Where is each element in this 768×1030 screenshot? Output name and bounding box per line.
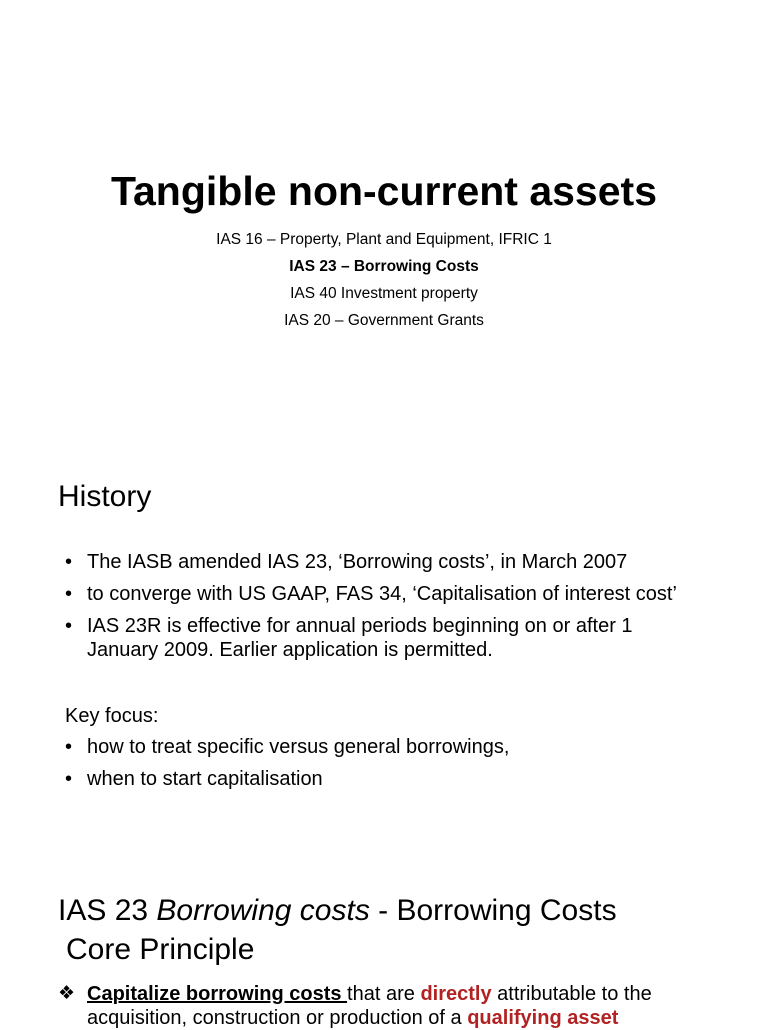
subtitle-line: IAS 40 Investment property — [290, 285, 478, 302]
subtitle-list — [0, 226, 768, 334]
heading-line2: Core Principle — [66, 933, 255, 966]
heading-suffix: - Borrowing Costs — [369, 894, 617, 927]
bullet-dot: • — [65, 583, 73, 605]
subtitle-line: IAS 16 – Property, Plant and Equipment, IFRIC 1 — [216, 231, 552, 248]
key-focus-bullets — [65, 735, 705, 799]
bullet-text: IAS 23R is effective for annual periods beginning on or after 1 January 2009. Earlier application is permitted. — [87, 615, 633, 661]
highlight-qualifying-asset: qualifying asset — [467, 1007, 619, 1029]
body-text: attributable to the acquisition, construction or production of a — [87, 983, 652, 1029]
bullet-dot: • — [65, 736, 73, 758]
diamond-bullet-icon: ❖ — [58, 983, 76, 1004]
underlined-text: Capitalize borrowing costs — [87, 983, 348, 1005]
key-focus-label: Key focus: — [65, 705, 159, 727]
list-item — [65, 550, 705, 574]
bullet-text: to converge with US GAAP, FAS 34, ‘Capitalisation of interest cost’ — [87, 583, 677, 605]
heading-prefix: IAS 23 — [58, 894, 157, 927]
subtitle-line: IAS 20 – Government Grants — [284, 312, 484, 329]
core-principle-heading — [58, 891, 678, 969]
list-item — [65, 735, 705, 759]
list-item — [65, 614, 705, 662]
core-principle-bullet — [58, 982, 678, 1030]
heading-italic: Borrowing costs — [156, 894, 370, 927]
slide-title: Tangible non-current assets — [110, 168, 657, 214]
list-item — [65, 767, 705, 791]
list-item — [65, 582, 705, 606]
bullet-text: how to treat specific versus general borrowings, — [87, 736, 510, 758]
bullet-text: The IASB amended IAS 23, ‘Borrowing costs’, in March 2007 — [87, 551, 628, 573]
history-heading: History — [58, 480, 152, 513]
bullet-dot: • — [65, 768, 73, 790]
bullet-text: when to start capitalisation — [87, 768, 323, 790]
subtitle-line: IAS 23 – Borrowing Costs — [289, 258, 479, 275]
highlight-directly: directly — [420, 983, 492, 1005]
body-text: that are — [347, 983, 421, 1005]
history-bullets — [65, 550, 705, 670]
bullet-dot: • — [65, 615, 73, 637]
bullet-dot: • — [65, 551, 73, 573]
